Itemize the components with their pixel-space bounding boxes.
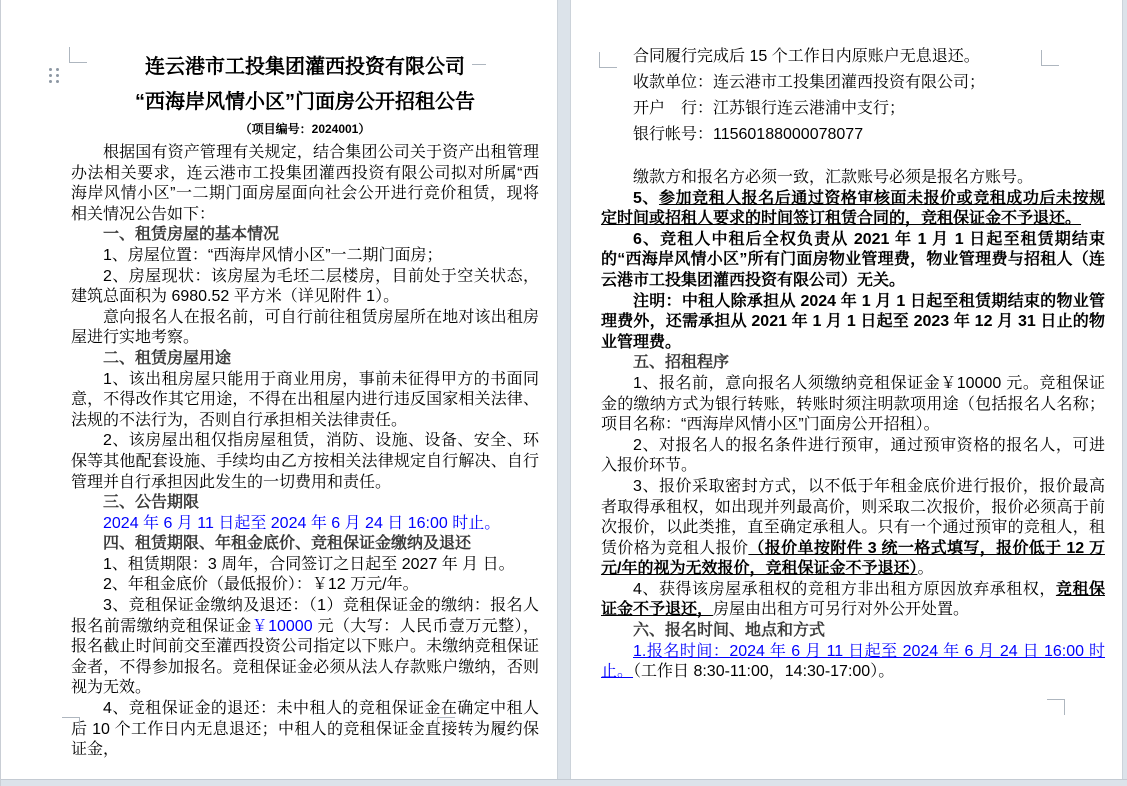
para-usage-1: 1、该出租房屋只能用于商业用房，事前未征得甲方的书面同意，不得改作其它用途，不得在出租屋内进行违反国家相关法律、法规的不法行为，否则自行承担相关法律责任。 [71, 370, 539, 429]
heading-section-5: 五、招租程序 [633, 354, 730, 372]
drag-handle-icon[interactable] [49, 68, 62, 87]
heading-section-6: 六、报名时间、地点和方式 [633, 622, 826, 640]
bottom-edge-strip [1, 779, 1127, 786]
procedure-4-forfeit: 竞租保证金不予退还， [601, 580, 1105, 619]
heading-section-4: 四、租赁期限、年租金底价、竞租保证金缴纳及退还 [103, 535, 472, 553]
para-lease-term: 1、租赁期限：3 周年，合同签订之日起至 2027 年 月 日。 [103, 555, 515, 573]
heading-section-1: 一、租赁房屋的基本情况 [103, 226, 280, 244]
procedure-3-period: 。 [917, 560, 934, 578]
para-house-location: 1、房屋位置：“西海岸风情小区”一二期门面房； [103, 246, 443, 264]
project-number: （项目编号：2024001） [239, 122, 371, 136]
para-house-condition: 2、房屋现状：该房屋为毛坯二层楼房，目前处于空关状态，建筑总面积为 6980.52 平方米（详见附件 1）。 [71, 267, 539, 306]
para-deposit-payment [71, 596, 539, 699]
margin-mark-p2-top-right [1041, 50, 1059, 66]
para-usage-2: 2、该房屋出租仅指房屋租赁，消防、设施、设备、安全、环保等其他配套设施、手续均由乙方按相关法律规定自行解决、自行管理并自行承担因此发生的一切费用和责任。 [71, 432, 539, 491]
para-announcement-period: 2024 年 6 月 11 日起至 2024 年 6 月 24 日 16:00 时止。 [103, 514, 501, 532]
para-base-rent: 2、年租金底价（最低报价）：￥12 万元/年。 [103, 576, 419, 594]
right-edge-strip [1122, 0, 1127, 779]
page-2-content [571, 0, 1122, 683]
document-page-1 [2, 0, 557, 779]
para-signup-time [601, 642, 1105, 683]
procedure-3-bold-note: （报价单按附件 3 统一格式填写，报价低于 12 万元/年的视为无效报价，竞租保证金不予退还） [601, 539, 1105, 578]
page-1-content [2, 0, 557, 761]
para-intro: 根据国有资产管理有关规定，结合集团公司关于资产出租管理办法相关要求，连云港市工投集团灌西投资有限公司拟对所属“西海岸风情小区”一二期门面房屋面向社会公开进行竞价租赁，现将相关情况公告如下： [71, 144, 539, 223]
margin-mark-p1-top-left [69, 47, 87, 63]
para-deposit-forfeit-rule [601, 189, 1105, 230]
para-procedure-4 [601, 580, 1105, 621]
para-property-fee-rule: 6、竞租人中租后全权负责从 2021 年 1 月 1 日起至租赁期结束的“西海岸风情小区”所有门面房物业管理费，物业管理费与招租人（连云港市工投集团灌西投资有限公司）无关。 [601, 230, 1105, 289]
para-property-fee-note: 注明：中租人除承担从 2024 年 1 月 1 日起至租赁期结束的物业管理费外，还需承担从 2021 年 1 月 1 日起至 2023 年 12 月 31 日止的物业管理费。 [601, 292, 1105, 351]
procedure-4-text-b: 房屋由出租方可另行对外公开处置。 [713, 601, 970, 619]
margin-mark-p1-bottom-left [62, 717, 80, 733]
procedure-4-text-a: 4、获得该房屋承租权的竞租方非出租方原因放弃承租权， [633, 580, 1056, 598]
rule-5-number: 5、 [633, 189, 659, 207]
para-procedure-2: 2、对报名人的报名条件进行预审，通过预审资格的报名人，可进入报价环节。 [601, 436, 1105, 475]
signup-time-highlight: 1.报名时间：2024 年 6 月 11 日起至 2024 年 6 月 24 日 16:00 时止。 [601, 642, 1105, 681]
rule-5-text: 参加竞租人报名后通过资格审核面未报价或竞租成功后未按规定时间或招租人要求的时间签订租赁合同的，竞租保证金不予退还。 [601, 189, 1105, 228]
heading-section-2: 二、租赁房屋用途 [103, 349, 232, 367]
margin-mark-p1-bottom-right [437, 717, 455, 733]
para-payment-note: 缴款方和报名方必须一致，汇款账号必须是报名方账号。 [633, 169, 1034, 186]
procedure-3-text: 3、报价采取密封方式，以不低于年租金底价进行报价，报价最高者取得承租权，如出现并列最高价，则采取二次报价，报价必须高于前次报价，以此类推，直至确定承租人。只有一个通过预审的竞租人，租赁价格为竞租人报价 [601, 477, 1105, 557]
para-procedure-1: 1、报名前，意向报名人须缴纳竞租保证金￥10000 元。竞租保证金的缴纳方式为银行转账，转账时须注明款项用途（包括报名人名称；项目名称：“西海岸风情小区”门面房公开招租）。 [601, 374, 1105, 434]
signup-time-hours: （工作日 8:30-11:00，14:30-17:00）。 [633, 663, 895, 681]
para-procedure-3 [601, 477, 1105, 580]
margin-mark-p1-top-right [472, 49, 486, 65]
margin-mark-p2-top-left [599, 52, 617, 68]
para-bank: 开户 行：江苏银行连云港浦中支行； [633, 100, 906, 117]
bank-details-block [601, 44, 1105, 148]
para-account-number: 银行帐号：11560188000078077 [633, 126, 864, 143]
document-page-2 [571, 0, 1122, 779]
para-site-visit: 意向报名人在报名前，可自行前往租赁房屋所在地对该出租房屋进行实地考察。 [71, 308, 539, 347]
para-deposit-refund: 4、竞租保证金的退还：未中租人的竞租保证金在确定中租人后 10 个工作日内无息退还；中租人的竞租保证金直接转为履约保证金， [71, 700, 539, 759]
deposit-payment-text-a: 3、竞租保证金缴纳及退还：（1）竞租保证金的缴纳：报名人报名前需缴纳竞租保证金 [71, 597, 539, 635]
para-refund-continued: 合同履行完成后 15 个工作日内原账户无息退还。 [633, 48, 980, 65]
blank-line [601, 148, 1105, 168]
doc-title-line2: “西海岸风情小区”门面房公开招租公告 [135, 91, 475, 113]
margin-mark-p2-bottom-right [1047, 699, 1065, 715]
page-gap-strip [557, 0, 571, 779]
para-payee: 收款单位：连云港市工投集团灌西投资有限公司； [633, 74, 986, 91]
doc-title-line1: 连云港市工投集团灌西投资有限公司 [145, 56, 465, 78]
heading-section-3: 三、公告期限 [103, 494, 200, 512]
deposit-payment-text-b: 元（大写：人民币壹万元整），报名截止时间前交至灌西投资公司指定以下账户。未缴纳竞租保证金者，不得参加报名。竞租保证金必须从法人存款账户缴纳，否则视为无效。 [71, 617, 539, 697]
deposit-amount: ￥10000 [251, 617, 313, 635]
